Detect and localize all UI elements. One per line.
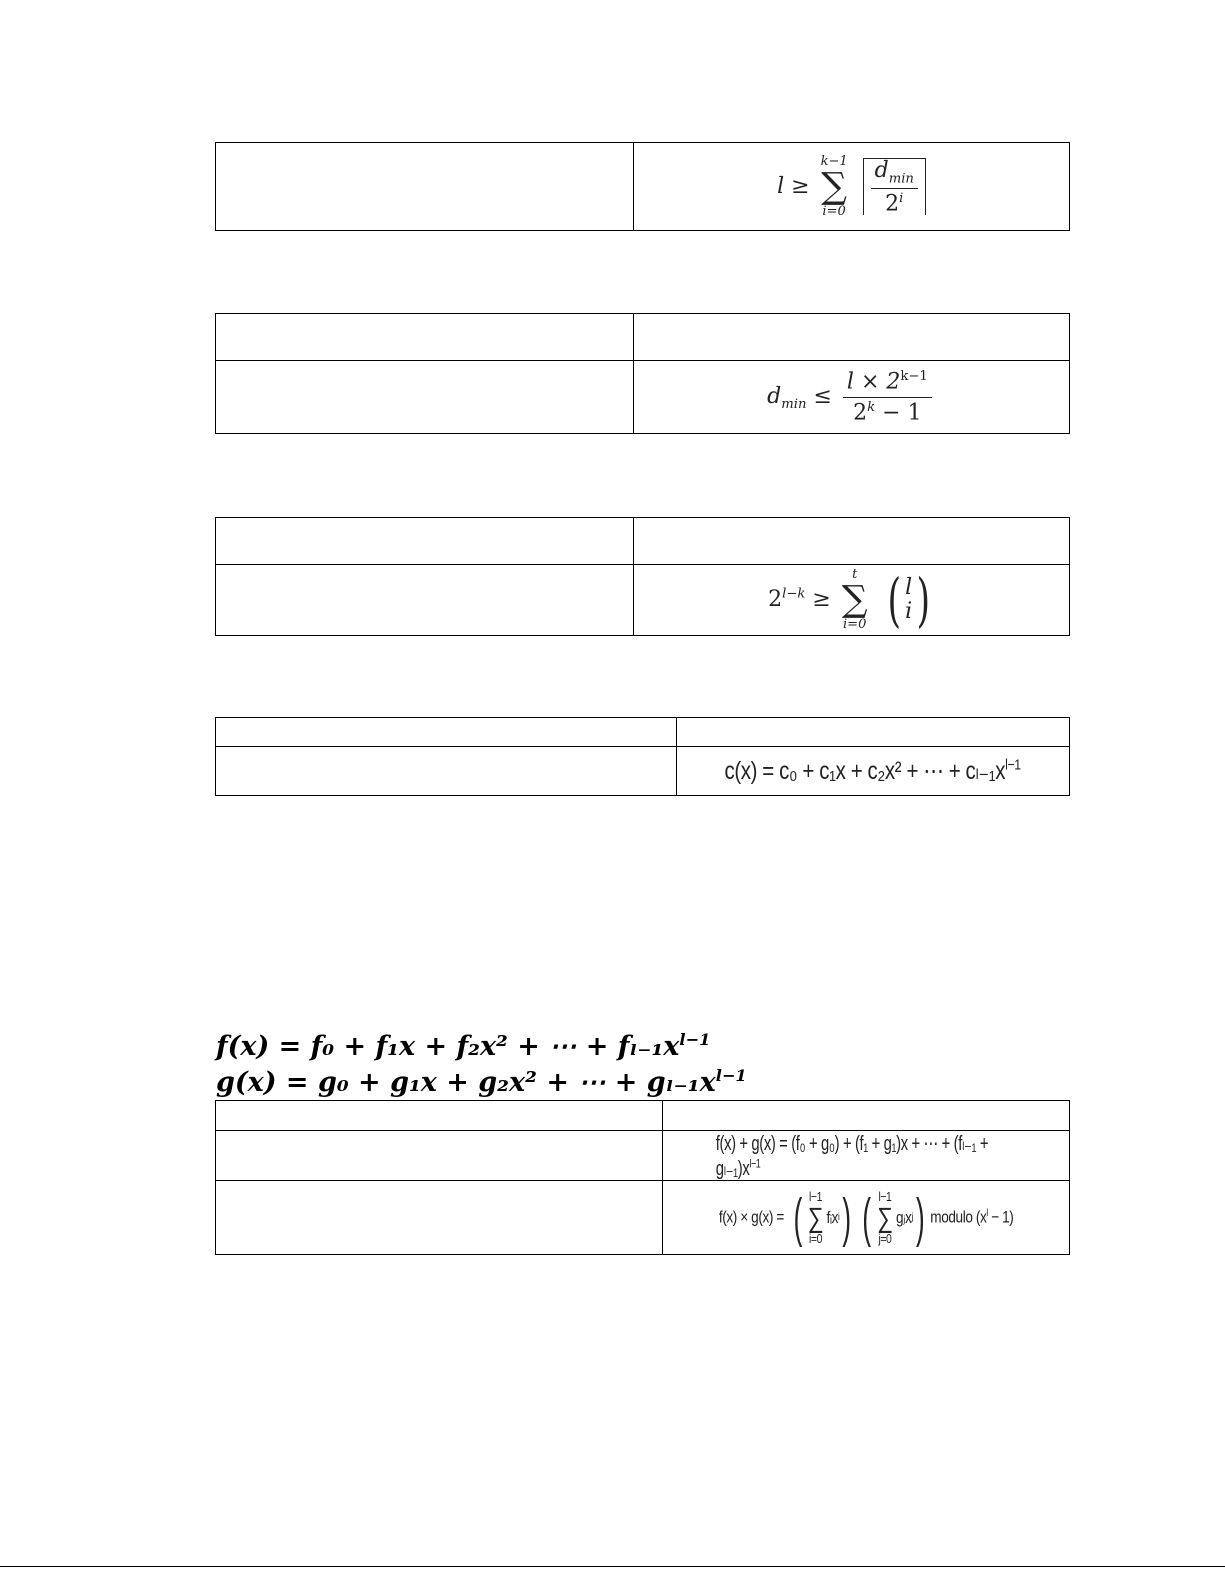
table-2-header-row <box>216 314 1069 360</box>
formula-code-polynomial: c(x) = c₀ + c₁x + c₂x² + ⋯ + $c_{l-1}x^{l-1}$ <box>724 756 1022 785</box>
table-2 <box>215 313 1070 434</box>
table-5 <box>215 1100 1070 1255</box>
formula-polynomial-sum: f(x) + g(x) = (f₀ + g₀) + (f₁ + g₁)x + ⋯ + $(f_{l-1} + g_{l-1})x^{l-1}$ <box>715 1132 989 1180</box>
table-2-row-1 <box>216 360 1069 433</box>
polynomial-f-definition: f(x) = f₀ + f₁x + f₂x² + ⋯ + $f_{l-1}x^{l-1}$ <box>216 1030 711 1062</box>
table-4-header-row <box>216 718 1069 746</box>
formula-code-length-bound: l ≥ k−1 ∑ i=0 $\frac{d_{min}}{2^i}$ <box>634 143 1069 230</box>
table-3 <box>215 517 1070 636</box>
table-1 <box>215 142 1070 231</box>
formula-polynomial-product: f(x) × g(x) = ( l−1 ∑ i=0 fᵢx i ) ( l−1 ∑ j=0 gⱼx j ) modulo $(x^l - 1)$ <box>718 1187 1014 1248</box>
polynomial-g-definition: g(x) = g₀ + g₁x + g₂x² + ⋯ + $g_{l-1}x^{l-1}$ <box>216 1066 747 1098</box>
table-3-header-row <box>216 518 1069 564</box>
table-1-row-1 <box>216 143 1069 230</box>
table-5-row-2 <box>216 1180 1069 1254</box>
table-5-header-row <box>216 1101 1069 1130</box>
table-4-row-1 <box>216 746 1069 795</box>
formula-dmin-bound: $d_{min}$ ≤ $\frac{l \times 2^{k-1}}{2^k - 1}$ <box>634 361 1069 433</box>
page-bottom-rule <box>0 1566 1225 1567</box>
table-1-cell-left <box>216 143 633 230</box>
formula-hamming-bound: $2^{l-k}$ ≥ t ∑ i=0 ( l i ) <box>768 566 931 634</box>
table-5-row-1 <box>216 1130 1069 1180</box>
table-3-row-1 <box>216 564 1069 635</box>
table-4 <box>215 717 1070 796</box>
